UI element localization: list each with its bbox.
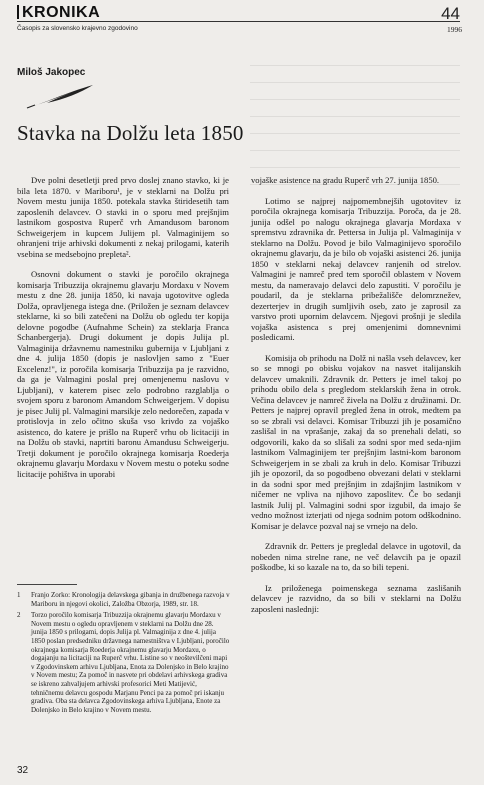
paragraph: Komisija ob prihodu na Dolž ni našla vseh delavcev, ker so se mnogi po obisku vojakov na nasvet italijanskih delavcev umaknili. Zdravnik dr. Petters je imel takoj po prihodu obilo dela s pregledom steklarskih žena in otrok. Večina delavcev je namreč živela na Dolžu z družinami. Dr. Petters je najprej opravil pregled žena in otrok, medtem pa so se zbrali vsi delavci. Komisar Tribuzzi jih je posamično zaslišal in na vprašanje, zakaj da so prenehali delati, so odgovorili, kako da so slišali za sodni spor med seda-njim lastnikom Valmaginijem ter prejšnjim lastni-kom baronom Schweigerjem in se zbali za kruh in delo. Komisar Tribuzzi jih je opozoril, da so pogodbeno obvezani delati v steklarni in da sodni spor med prejšnjim in zdajšnjim lastnikom v ničemer ne vpliva na njihovo zaposlitev. Če bo sedanji lastnik Julij pl. Valmagini sodni spor izgubil, da imajo še vedno možnost izterjati od njega sodnim potom odškodnino. Komisar je delavce pozval naj se vrnejo na delo. <box>251 352 461 531</box>
right-column <box>251 175 461 624</box>
paragraph: Iz priloženega poimenskega seznama zaslišanih delavcev je razvidno, da so bili v steklarni na Dolžu zaposleni naslednji: <box>251 582 461 614</box>
article-title: Stavka na Dolžu leta 1850 <box>17 121 244 145</box>
paragraph: Dve polni desetletji pred prvo doslej znano stavko, ki je bila leta 1870. v Mariboru¹, je v steklarni na Dolžu pri Novem mestu junija 1850. potekala stavka štiridesetih tam zaposlenih delavcev. O stavki in o sporu med prejšnjim lastnikom gospostva Ruperč vrh Amandusom baronom Schweigerjem in kupcem Julijem pl. Valmaginijem so ohranjeni trije arhivski dokumenti z nekaj prilogami, katerih vsebina se medsebojno prepleta². <box>17 175 229 259</box>
paragraph: Lotimo se najprej najpomembnejših ugotovitev iz poročila okrajnega komisarja Tribuzzija. Poroča, da je 28. junija odšel po nalogu okrajnega glavarja Mordaxa v spremstvu zdravnika dr. Pettersa in Julija pl. Valmaginija v steklarno na Dolžu. Povod je bilo Valmaginijevo sporočilo okrajnemu glavarju, da je bilo ob vojaški asistenci 26. junija 1850 v steklarni nekaj delavcev ranjenih od strelov. Valmagini je namreč pred tem sporočil oblastem v Novem mestu, da nameravajo delavci delo zapustiti. V poročilu je poudaril, da je steklarna pribežališče delomrznežev, dezerterjev in drugih sumljivih oseb, zato je zaprosil za varstvo proti upornim delavcem. Njegovi prošnji je sledila vojaška asistenca s prej omenjenimi domnevnimi posledicami. <box>251 195 461 342</box>
footnote-text: Torzo poročilo komisarja Tribuzzija okrajnemu glavarju Mordaxu v Novem mestu o ogledu opravljenem v steklarni na Dolžu dne 28. junija 1850 s prilogami, dopis Julija pl. Valmaginija z dne 4. julija 1850 poslan predsedniku državnega namestništva v Ljubljani, poročilo okrajnega komisarja Roederja okrajnemu glavarju Mordaxu, o dogajanju na licitaciji na Ruperč vrhu. Listine so v neoštevilčeni mapi v Zgodovinskem arhivu Ljubljana, Enota za Dolenjsko in Belo krajino v Novem mestu; Za pomoč in nasvete pri obdelavi arhivskega gradiva se iskreno zahvaljujem arhivski profesorici Meti Matijević, tehničnemu delavcu gospodu Marjanu Penci pa za pomoč pri iskanju gradiva. Oba sta delavca Zgodovinskega arhiva Ljubljana, Enote za Dolenjsko in Belo krajino v Novem mestu. <box>31 611 230 714</box>
footnote <box>17 611 230 714</box>
year: 1996 <box>447 25 462 34</box>
left-column <box>17 175 229 489</box>
quill-pen-icon <box>25 83 95 111</box>
journal-title: KRONIKA <box>17 4 100 22</box>
author-name: Miloš Jakopec <box>17 67 86 78</box>
volume-number: 44 <box>441 4 460 23</box>
footnote <box>17 591 230 608</box>
paragraph: Osnovni dokument o stavki je poročilo okrajnega komisarja Tribuzzija okrajnemu glavarju Mordaxu v Novem mestu z dne 28. junija 1850, ki navaja ugotovitve ogleda Dolža, opravljenega istega dne. (Priložen je seznam delavcev steklarne, ki so bili zatečeni na Dolžu ob ogledu ter kopija delovne pogodbe (Aufnahme Schein) za steklarja Franca Schanbergerja). Drugi dokument je dopis Julija pl. Valmaginija državnemu namestniku gubernija v Ljubljani z dne 4. julija 1850 (dopis je naslovljen samo z "Euer Excelenz!", iz poročila komisarja Tribuzzija pa je razvidno, da ga je Valmagini poslal prej omenjenemu naslovu v Ljubljani), v katerem pisec zelo podrobno razglablja o svojem sporu z baronom Amandom Schweigerjem. V dopisu je pisec Julij pl. Valmagini marsikje zelo nedorečen, zapada v protislovja in zelo očitno skuša vso krivdo za vojaško asistenco, do katere je prišlo na Ruperč vrhu ob licitaciji in na Dolžu ob stavki, naprtiti baronu Amandusu Schweigerju. Tretji dokument je poročilo okrajnega komisarja Roederja okrajnemu glavarju Mordaxu v Novem mestu o poteku sodne licitacije pohištva in uporabi <box>17 269 229 479</box>
title-bar-mark <box>17 5 19 19</box>
footnote-divider <box>17 584 77 585</box>
page-number: 32 <box>17 765 29 776</box>
paragraph: Zdravnik dr. Petters je pregledal delavce in ugotovil, da nobeden nima strelne rane, ne več delavcih pa je opazil poškodbe, ki so kazale na to, da so bili tepeni. <box>251 541 461 572</box>
footnotes <box>17 591 230 717</box>
header-rule <box>17 21 460 22</box>
footnote-text: Franjo Zorko: Kronologija delavskega gibanja in družbenega razvoja v Mariboru in njegovi okolici, Založba Obzorja, 1989, str. 18. <box>31 591 230 608</box>
journal-subtitle: Časopis za slovensko krajevno zgodovino <box>17 25 138 32</box>
footnote-number: 1 <box>17 591 21 599</box>
paragraph: vojaške asistence na gradu Ruperč vrh 27. junija 1850. <box>251 175 440 185</box>
footnote-number: 2 <box>17 611 21 620</box>
